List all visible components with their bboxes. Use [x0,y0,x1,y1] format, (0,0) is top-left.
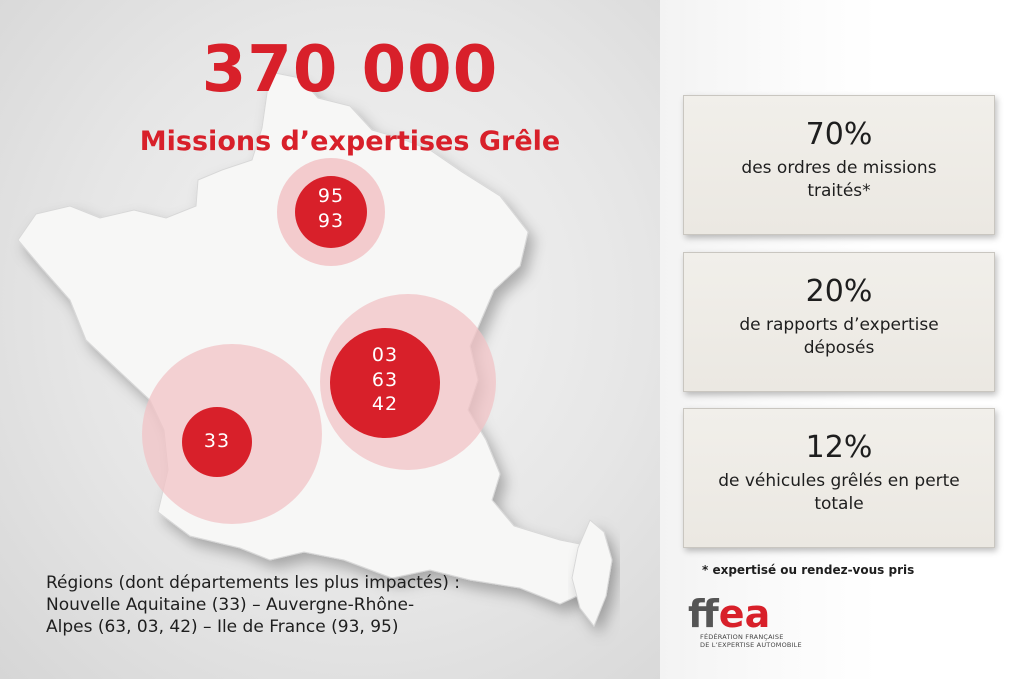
department-label: 93 [317,209,345,232]
logo-mark-ea: ea [718,592,771,636]
stat-value: 20% [805,274,873,309]
logo-text-line: DE L’EXPERTISE AUTOMOBILE [700,641,802,650]
circle-label-auvergne-rhone-alpes [355,343,415,417]
stat-description: des ordres de missions traités* [741,158,937,201]
stat-description: de rapports d’expertise déposés [739,315,939,358]
logo-text [700,633,860,649]
footnote: * expertisé ou rendez-vous pris [702,563,915,577]
regions-line: Nouvelle Aquitaine (33) – Auvergne-Rhône- [46,595,415,616]
department-label: 33 [203,430,231,452]
headline-subtitle: Missions d’expertises Grêle [139,126,561,157]
headline-number: 370 000 [201,33,499,107]
stat-value: 12% [805,430,873,465]
department-label: 42 [371,393,399,416]
regions-line: Régions (dont départements les plus impactés) : [46,573,460,593]
logo-text-line: FÉDÉRATION FRANÇAISE [700,633,784,641]
logo-mark-ff: ff [688,592,719,636]
department-label: 63 [371,368,399,391]
department-label: 03 [371,344,399,366]
circle-label-nouvelle-aquitaine [187,429,247,454]
regions-caption [46,572,526,638]
corsica-outline [572,520,612,626]
ffea-logo [688,592,828,650]
stat-description: de véhicules grêlés en perte totale [718,471,960,514]
stat-value: 70% [805,117,873,152]
stat-box-missions [683,95,995,235]
circle-label-ile-de-france [301,184,361,233]
stat-box-rapports [683,252,995,392]
department-label: 95 [317,185,345,207]
regions-line: Alpes (63, 03, 42) – Ile de France (93, 95) [46,617,399,638]
stat-box-perte-totale [683,408,995,548]
logo-mark [688,592,771,636]
